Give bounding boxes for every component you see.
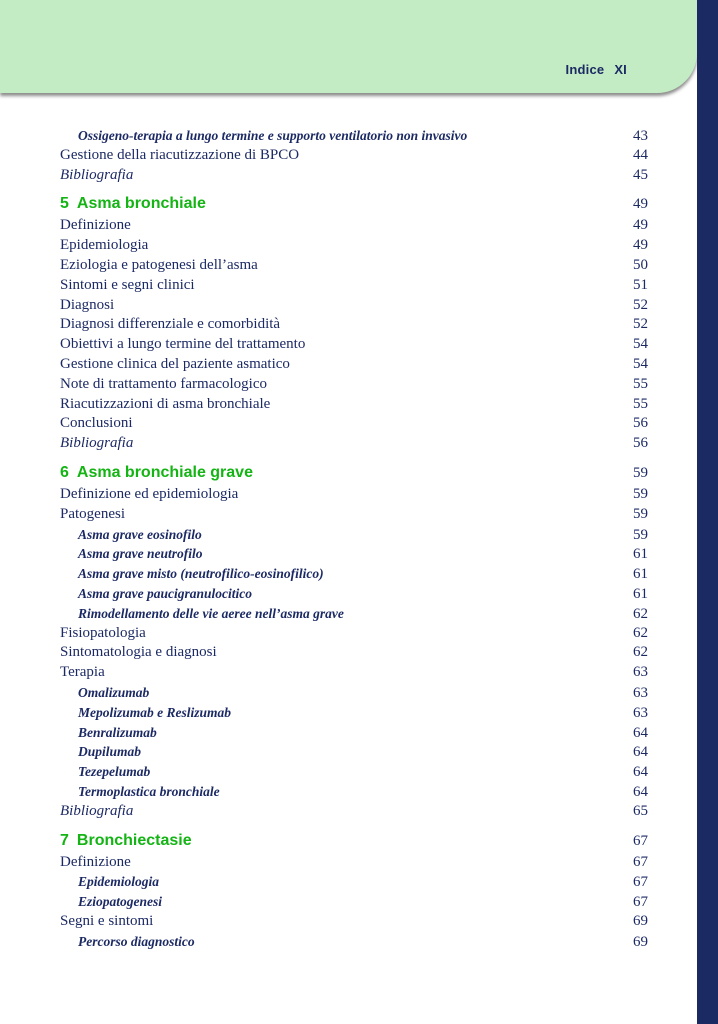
chapter-title-text: Asma bronchiale grave [76,463,253,481]
toc-page-number: 54 [633,355,648,372]
toc-page-number: 61 [633,585,648,602]
toc-entry-title: Eziologia e patogenesi dell’asma [60,256,258,273]
chapter-title-text: Bronchiectasie [76,831,192,849]
toc-page-number: 54 [633,336,648,353]
toc-entry-title: Epidemiologia [60,237,149,254]
toc-page-number: 59 [633,505,648,522]
toc-entry[interactable] [60,315,648,335]
toc-entry-title: Ossigeno-terapia a lungo termine e supporto ventilatorio non invasivo [78,128,468,143]
chapter-number: 6 [60,463,69,481]
toc-entry-title: Note di trattamento farmacologico [60,375,268,392]
toc-entry-title: Obiettivi a lungo termine del trattamento [60,336,306,353]
toc-entry-title: Tezepelumab [78,764,151,780]
toc-entry-title: Dupilumab [78,744,142,760]
toc-page-number: 61 [633,546,648,563]
toc-entry-title: Sintomatologia e diagnosi [60,644,217,661]
toc-entry-title: Gestione clinica del paziente asmatico [60,355,290,372]
toc-page-number: 52 [633,296,648,313]
toc-page-number: 49 [633,217,648,234]
toc-entry[interactable] [60,236,648,256]
toc-page-number: 67 [633,853,648,870]
toc-page-number: 59 [633,485,648,502]
toc-entry-title: Segni e sintomi [60,912,154,929]
toc-entry[interactable] [60,853,648,873]
toc-page-number: 59 [633,464,648,481]
toc-entry[interactable] [60,624,648,644]
toc-page-number: 63 [633,704,648,721]
toc-page-number: 45 [633,166,648,183]
toc-entry-title: Fisiopatologia [60,624,146,641]
toc-entry-title: Omalizumab [78,684,150,700]
toc-entry[interactable] [60,355,648,375]
toc-entry[interactable] [60,276,648,296]
toc-page-number: 69 [633,912,648,929]
toc-page-number: 52 [633,316,648,333]
toc-entry-title: Terapia [60,664,105,681]
toc-entry[interactable] [60,375,648,395]
side-bar [697,0,718,1024]
toc-entry-title: Definizione ed epidemiologia [60,485,239,502]
toc-page-number: 43 [633,128,648,144]
toc-page-number: 59 [633,526,648,543]
toc-page-number: 44 [633,146,648,163]
toc-subentry[interactable] [60,683,648,703]
toc-page-number: 50 [633,256,648,273]
toc-subentry[interactable] [60,126,648,146]
toc-entry-title: Asma grave misto (neutrofilico-eosinofilico) [78,566,324,582]
toc-entry-title: Bibliografia [60,166,134,183]
toc-subentry[interactable] [60,584,648,604]
toc-page-number: 49 [633,237,648,254]
header-band [0,0,697,93]
toc-entry-title: Asma grave neutrofilo [78,546,203,562]
toc-subentry[interactable] [60,723,648,743]
toc-subentry[interactable] [60,872,648,892]
toc-subentry[interactable] [60,762,648,782]
toc-page-number: 67 [633,894,648,911]
toc-entry-title: Diagnosi [60,296,115,313]
toc-entry[interactable] [60,166,648,186]
toc-subentry[interactable] [60,742,648,762]
toc-subentry[interactable] [60,932,648,952]
toc-page-number: 67 [633,832,648,849]
toc-entry-title: Percorso diagnostico [78,933,195,949]
toc-page-number: 51 [633,276,648,293]
toc-page-number: 65 [633,802,648,819]
toc-entry-title: Sintomi e segni clinici [60,276,195,293]
toc-subentry[interactable] [60,564,648,584]
toc-chapter-heading[interactable] [60,829,648,852]
toc-page-number: 63 [633,664,648,681]
toc-page-number: 64 [633,783,648,800]
toc-page-number: 64 [633,744,648,761]
toc-page-number: 69 [633,933,648,950]
chapter-number: 5 [60,195,69,213]
toc-page-number: 62 [633,605,648,622]
chapter-number: 7 [60,831,69,849]
toc-page-number: 64 [633,724,648,741]
toc-page-number: 62 [633,624,648,641]
toc-page-number: 55 [633,395,648,412]
table-of-contents [60,126,648,951]
toc-entry-title: Benralizumab [78,724,157,740]
toc-entry-title: Bibliografia [60,802,134,819]
toc-entry-title: Termoplastica bronchiale [78,783,220,799]
header-section-title: Indice [565,62,605,77]
toc-subentry[interactable] [60,892,648,912]
chapter-title-text: Asma bronchiale [76,195,206,213]
toc-subentry[interactable] [60,604,648,624]
toc-page-number: 62 [633,644,648,661]
toc-entry[interactable] [60,663,648,683]
toc-entry[interactable] [60,146,648,166]
toc-entry[interactable] [60,485,648,505]
running-header [566,62,627,77]
toc-subentry[interactable] [60,782,648,802]
toc-chapter-heading[interactable] [60,192,648,215]
toc-entry[interactable] [60,335,648,355]
toc-entry[interactable] [60,912,648,932]
toc-entry-title: Asma grave eosinofilo [78,526,202,542]
toc-entry[interactable] [60,505,648,525]
toc-entry[interactable] [60,434,648,454]
toc-entry[interactable] [60,643,648,663]
toc-subentry[interactable] [60,544,648,564]
toc-page-number: 55 [633,375,648,392]
chapter-title [60,192,206,215]
toc-entry-title: Riacutizzazioni di asma bronchiale [60,395,271,412]
toc-entry[interactable] [60,256,648,276]
header-page-number: XI [614,62,627,77]
toc-entry-title: Conclusioni [60,415,133,432]
toc-entry-title: Epidemiologia [78,874,159,890]
chapter-title [60,461,253,484]
toc-entry-title: Asma grave paucigranulocitico [78,585,253,601]
toc-entry-title: Gestione della riacutizzazione di BPCO [60,146,300,163]
toc-entry-title: Eziopatogenesi [78,894,163,910]
toc-entry[interactable] [60,395,648,415]
toc-entry-title: Mepolizumab e Reslizumab [78,704,232,720]
toc-entry-title: Patogenesi [60,505,125,522]
toc-entry-title: Rimodellamento delle vie aeree nell’asma grave [78,605,344,621]
toc-page-number: 61 [633,566,648,583]
toc-entry-title: Definizione [60,217,131,234]
toc-page-number: 63 [633,684,648,701]
toc-entry[interactable] [60,216,648,236]
toc-page-number: 67 [633,874,648,891]
toc-subentry[interactable] [60,703,648,723]
toc-page-number: 49 [633,196,648,213]
toc-entry-title: Definizione [60,853,131,870]
toc-entry[interactable] [60,414,648,434]
chapter-title [60,829,192,852]
toc-page-number: 56 [633,435,648,452]
toc-page-number: 56 [633,415,648,432]
toc-entry[interactable] [60,296,648,316]
toc-page-number: 64 [633,764,648,781]
toc-entry-title: Diagnosi differenziale e comorbidità [60,316,281,333]
toc-entry-title: Bibliografia [60,435,134,452]
toc-entry[interactable] [60,802,648,822]
toc-chapter-heading[interactable] [60,461,648,484]
toc-subentry[interactable] [60,525,648,545]
